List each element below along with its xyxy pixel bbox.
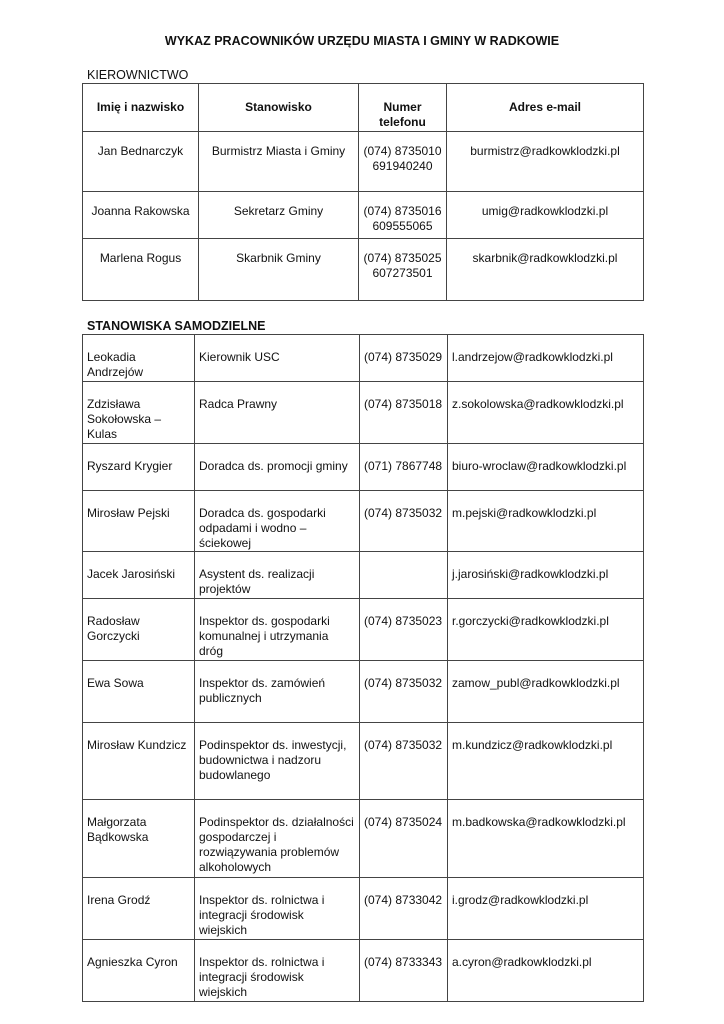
- employee-phone: (074) 8735032: [360, 661, 448, 723]
- column-header-phone: Numer telefonu: [359, 84, 447, 132]
- employee-email[interactable]: l.andrzejow@radkowklodzki.pl: [448, 335, 644, 382]
- employee-email[interactable]: m.pejski@radkowklodzki.pl: [448, 491, 644, 552]
- employee-phone: (074) 8733343: [360, 940, 448, 1002]
- employee-position: Asystent ds. realizacji projektów: [195, 552, 360, 599]
- table-row: [83, 878, 644, 940]
- table-row: [83, 552, 644, 599]
- employee-phone: (074) 8735024: [360, 800, 448, 878]
- table-row: [83, 335, 644, 382]
- employee-phone: (074) 8735032: [360, 723, 448, 800]
- table-row: [83, 382, 644, 444]
- employee-position: Podinspektor ds. inwestycji, budownictwa i nadzoru budowlanego: [195, 723, 360, 800]
- employee-email[interactable]: j.jarosiński@radkowklodzki.pl: [448, 552, 644, 599]
- employee-name: Agnieszka Cyron: [83, 940, 195, 1002]
- employee-name: Zdzisława Sokołowska – Kulas: [83, 382, 195, 444]
- employee-position: Podinspektor ds. działalności gospodarczej i rozwiązywania problemów alkoholowych: [195, 800, 360, 878]
- employee-email[interactable]: skarbnik@radkowklodzki.pl: [447, 239, 644, 301]
- table-row: [83, 800, 644, 878]
- document-title: WYKAZ PRACOWNIKÓW URZĘDU MIASTA I GMINY W RADKOWIE: [164, 34, 560, 48]
- employee-position: Inspektor ds. zamówień publicznych: [195, 661, 360, 723]
- employee-email[interactable]: zamow_publ@radkowklodzki.pl: [448, 661, 644, 723]
- employee-email[interactable]: m.kundzicz@radkowklodzki.pl: [448, 723, 644, 800]
- table-row: [83, 192, 644, 239]
- employee-name: Ryszard Krygier: [83, 444, 195, 491]
- employee-phone: [359, 132, 447, 192]
- employee-phone: [360, 552, 448, 599]
- phone-mobile: 607273501: [372, 266, 433, 280]
- table-row: [83, 491, 644, 552]
- employee-name: Mirosław Kundzicz: [83, 723, 195, 800]
- employee-name: Marlena Rogus: [83, 239, 199, 301]
- employee-position: Doradca ds. gospodarki odpadami i wodno – ściekowej: [195, 491, 360, 552]
- employee-position: Inspektor ds. rolnictwa i integracji środowisk wiejskich: [195, 878, 360, 940]
- employee-position: Inspektor ds. gospodarki komunalnej i utrzymania dróg: [195, 599, 360, 661]
- phone-office: (074) 8735016: [363, 204, 442, 218]
- employee-phone: [359, 239, 447, 301]
- employee-phone: (071) 7867748: [360, 444, 448, 491]
- table-row: [83, 940, 644, 1002]
- employee-email[interactable]: r.gorczycki@radkowklodzki.pl: [448, 599, 644, 661]
- employee-email[interactable]: a.cyron@radkowklodzki.pl: [448, 940, 644, 1002]
- employee-phone: (074) 8735032: [360, 491, 448, 552]
- employee-phone: (074) 8735018: [360, 382, 448, 444]
- employee-email[interactable]: biuro-wroclaw@radkowklodzki.pl: [448, 444, 644, 491]
- employee-name: Radosław Gorczycki: [83, 599, 195, 661]
- phone-mobile: 609555065: [372, 219, 433, 233]
- table-row: [83, 239, 644, 301]
- column-header-email: Adres e-mail: [447, 84, 644, 132]
- employee-phone: (074) 8735023: [360, 599, 448, 661]
- phone-office: (074) 8735010: [363, 144, 442, 158]
- column-header-position: Stanowisko: [199, 84, 359, 132]
- employee-position: Radca Prawny: [195, 382, 360, 444]
- employee-name: Leokadia Andrzejów: [83, 335, 195, 382]
- employee-name: Mirosław Pejski: [83, 491, 195, 552]
- employee-email[interactable]: i.grodz@radkowklodzki.pl: [448, 878, 644, 940]
- table-row: [83, 723, 644, 800]
- employee-name: Jacek Jarosiński: [83, 552, 195, 599]
- employee-name: Irena Grodź: [83, 878, 195, 940]
- employee-phone: (074) 8735029: [360, 335, 448, 382]
- employee-phone: (074) 8733042: [360, 878, 448, 940]
- employee-email[interactable]: umig@radkowklodzki.pl: [447, 192, 644, 239]
- employee-position: Kierownik USC: [195, 335, 360, 382]
- column-header-name: Imię i nazwisko: [83, 84, 199, 132]
- independent-positions-table: [82, 334, 644, 1002]
- section-heading-kierownictwo: KIEROWNICTWO: [87, 68, 189, 82]
- employee-position: Skarbnik Gminy: [199, 239, 359, 301]
- phone-office: (074) 8735025: [363, 251, 442, 265]
- phone-mobile: 691940240: [372, 159, 433, 173]
- management-table: [82, 83, 644, 301]
- employee-name: Jan Bednarczyk: [83, 132, 199, 192]
- employee-email[interactable]: m.badkowska@radkowklodzki.pl: [448, 800, 644, 878]
- employee-phone: [359, 192, 447, 239]
- table-row: [83, 661, 644, 723]
- table-row: [83, 444, 644, 491]
- table-row: [83, 132, 644, 192]
- section-heading-samodzielne: STANOWISKA SAMODZIELNE: [87, 319, 266, 333]
- table-row: [83, 599, 644, 661]
- table-header-row: [83, 84, 644, 132]
- employee-position: Inspektor ds. rolnictwa i integracji środowisk wiejskich: [195, 940, 360, 1002]
- employee-email[interactable]: z.sokolowska@radkowklodzki.pl: [448, 382, 644, 444]
- employee-email[interactable]: burmistrz@radkowklodzki.pl: [447, 132, 644, 192]
- employee-name: Ewa Sowa: [83, 661, 195, 723]
- employee-position: Burmistrz Miasta i Gminy: [199, 132, 359, 192]
- employee-name: Małgorzata Bądkowska: [83, 800, 195, 878]
- employee-position: Sekretarz Gminy: [199, 192, 359, 239]
- employee-name: Joanna Rakowska: [83, 192, 199, 239]
- employee-position: Doradca ds. promocji gminy: [195, 444, 360, 491]
